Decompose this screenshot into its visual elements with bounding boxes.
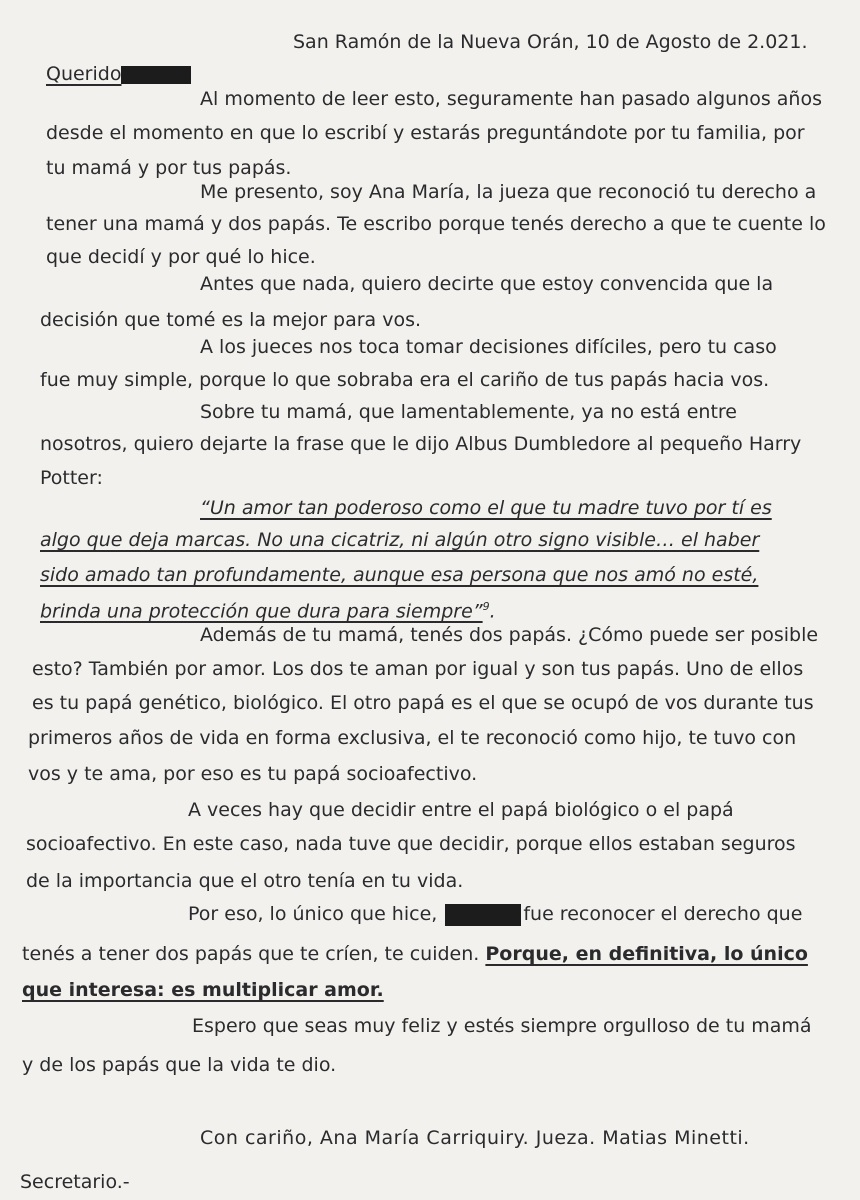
quote-line-4-text: brinda una protección que dura para siempre” [40,600,483,623]
p7-line-2: socioafectivo. En este caso, nada tuve que decidir, porque ellos estaban seguros [26,833,796,855]
redacted-name-2 [445,904,521,926]
p5-line-2: nosotros, quiero dejarte la frase que le dijo Albus Dumbledore al pequeño Harry [40,433,802,455]
redacted-name [121,66,191,84]
p8-text-a: Por eso, lo único que hice, [188,903,438,925]
p5-line-3: Potter: [40,467,103,489]
p8-line-3: que interesa: es multiplicar amor. [22,979,384,1001]
p4-line-1: A los jueces nos toca tomar decisiones difíciles, pero tu caso [200,336,777,358]
p8-text-b: fue reconocer el derecho que [523,903,803,925]
quote-line-3: sido amado tan profundamente, aunque esa persona que nos amó no esté, [40,564,759,586]
p3-line-1: Antes que nada, quiero decirte que estoy convencida que la [200,273,774,295]
p8-line-1 [188,902,802,926]
p8-line-2 [22,942,808,966]
p9-line-2: y de los papás que la vida te dio. [22,1054,337,1076]
p6-line-1: Además de tu mamá, tenés dos papás. ¿Cómo puede ser posible [200,624,819,646]
quote-line-1: “Un amor tan poderoso como el que tu madre tuvo por tí es [200,497,772,519]
p1-line-2: desde el momento en que lo escribí y estarás preguntándote por tu familia, por [46,122,805,144]
p7-line-1: A veces hay que decidir entre el papá biológico o el papá [188,799,734,821]
quote-period: . [489,600,496,623]
p3-line-2: decisión que tomé es la mejor para vos. [40,309,422,331]
greeting [46,62,191,86]
quote-line-2: algo que deja marcas. No una cicatriz, ni algún otro signo visible… el haber [40,529,760,551]
p1-line-3: tu mamá y por tus papás. [46,157,292,179]
p6-line-2: esto? También por amor. Los dos te aman por igual y son tus papás. Uno de ellos [32,658,804,680]
signature-line: Con cariño, Ana María Carriquiry. Jueza. Matias Minetti. [200,1127,750,1149]
p8-line-2-emph: Porque, en definitiva, lo único [485,943,808,965]
p1-line-1: Al momento de leer esto, seguramente han pasado algunos años [200,88,822,110]
footnote-mark: 9 [482,600,490,613]
p2-line-2: tener una mamá y dos papás. Te escribo porque tenés derecho a que te cuente lo [46,213,826,235]
p9-line-1: Espero que seas muy feliz y estés siempre orgulloso de tu mamá [192,1015,812,1037]
quote-line-4 [40,595,496,623]
p6-line-5: vos y te ama, por eso es tu papá socioafectivo. [28,763,478,785]
p2-line-3: que decidí y por qué lo hice. [46,246,316,268]
greeting-word: Querido [46,63,122,85]
p5-line-1: Sobre tu mamá, que lamentablemente, ya no está entre [200,401,737,423]
signature-title: Secretario.- [20,1171,130,1193]
p4-line-2: fue muy simple, porque lo que sobraba era el cariño de tus papás hacia vos. [40,369,770,391]
p8-line-2-plain: tenés a tener dos papás que te críen, te cuiden. [22,943,480,965]
p6-line-4: primeros años de vida en forma exclusiva, el te reconoció como hijo, te tuvo con [28,727,797,749]
p7-line-3: de la importancia que el otro tenía en tu vida. [26,870,464,892]
place-date: San Ramón de la Nueva Orán, 10 de Agosto de 2.021. [293,31,808,53]
p6-line-3: es tu papá genético, biológico. El otro papá es el que se ocupó de vos durante tus [32,692,814,714]
p2-line-1: Me presento, soy Ana María, la jueza que reconoció tu derecho a [200,181,817,203]
